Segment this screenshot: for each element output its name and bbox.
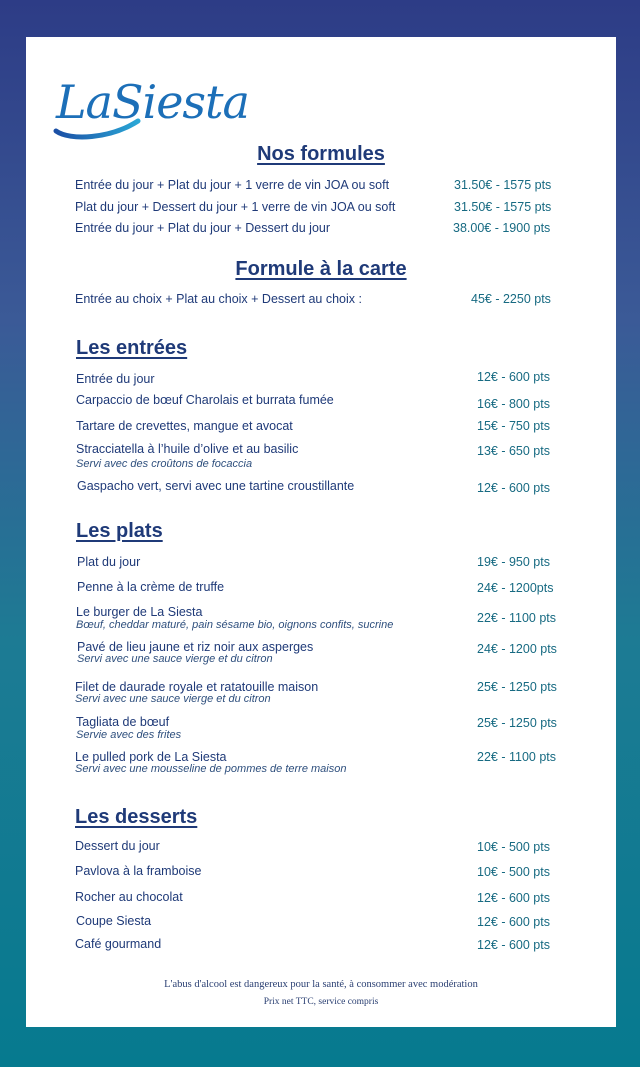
list-item: [26, 890, 616, 905]
list-item: [26, 605, 616, 631]
list-item: [26, 221, 616, 235]
item-price: 10€ - 500 pts: [477, 865, 550, 879]
list-item: [26, 555, 616, 569]
item-name: Entrée du jour + Plat du jour + 1 verre de vin JOA ou soft: [75, 178, 390, 192]
list-item: [26, 479, 616, 495]
item-name: Penne à la crème de truffe: [77, 580, 225, 594]
list-item: [26, 715, 616, 741]
list-item: [26, 864, 616, 879]
item-price: 10€ - 500 pts: [477, 840, 550, 854]
item-name: Stracciatella à l’huile d’olive et au basilic: [76, 442, 299, 456]
price-note: Prix net TTC, service compris: [263, 997, 379, 1007]
item-price: 19€ - 950 pts: [477, 555, 550, 569]
list-item: [26, 419, 616, 433]
item-name: Pavlova à la framboise: [75, 864, 202, 878]
item-name: Carpaccio de bœuf Charolais et burrata fumée: [76, 393, 334, 407]
item-name: Coupe Siesta: [76, 914, 152, 928]
item-name: Entrée au choix + Plat au choix + Dessert au choix :: [75, 292, 362, 306]
item-name: Tartare de crevettes, mangue et avocat: [76, 419, 293, 433]
la-siesta-logo: [50, 59, 249, 143]
item-price: 31.50€ - 1575 pts: [454, 200, 552, 214]
list-item: [26, 580, 616, 595]
alcohol-warning: L'abus d'alcool est dangereux pour la santé, à consommer avec modération: [164, 979, 478, 990]
item-price: 16€ - 800 pts: [477, 397, 550, 411]
item-price: 24€ - 1200pts: [477, 581, 554, 595]
item-description: Servi avec une mousseline de pommes de terre maison: [75, 763, 347, 775]
item-name: Tagliata de bœuf: [76, 715, 170, 729]
formules-title: Nos formules: [257, 143, 385, 165]
list-item: [26, 680, 616, 705]
list-item: [26, 640, 616, 665]
item-price: 25€ - 1250 pts: [477, 680, 557, 694]
item-name: Dessert du jour: [75, 839, 160, 853]
logo-text: LaSiesta: [56, 75, 249, 129]
item-price: 31.50€ - 1575 pts: [454, 178, 552, 192]
item-price: 25€ - 1250 pts: [477, 716, 557, 730]
list-item: [26, 914, 616, 929]
item-price: 12€ - 600 pts: [477, 938, 550, 952]
item-price: 24€ - 1200 pts: [477, 642, 557, 656]
item-name: Le burger de La Siesta: [76, 605, 203, 619]
item-price: 12€ - 600 pts: [477, 891, 550, 905]
desserts-title: Les desserts: [75, 806, 198, 828]
item-name: Pavé de lieu jaune et riz noir aux asperges: [77, 640, 314, 654]
list-item: [26, 178, 616, 192]
item-price: 12€ - 600 pts: [477, 915, 550, 929]
entrees-title: Les entrées: [76, 337, 188, 359]
item-price: 38.00€ - 1900 pts: [453, 221, 551, 235]
list-item: [26, 393, 616, 411]
item-name: Entrée du jour + Plat du jour + Dessert du jour: [75, 221, 331, 235]
item-description: Servi avec des croûtons de focaccia: [76, 458, 253, 470]
item-name: Entrée du jour: [76, 372, 155, 386]
item-price: 22€ - 1100 pts: [477, 750, 556, 764]
item-name: Café gourmand: [75, 937, 162, 951]
item-price: 45€ - 2250 pts: [471, 292, 551, 306]
item-name: Plat du jour: [77, 555, 141, 569]
list-item: [26, 442, 616, 470]
item-name: Le pulled pork de La Siesta: [75, 750, 227, 764]
item-price: 12€ - 600 pts: [477, 370, 550, 384]
menu-card: [26, 37, 616, 1027]
list-item: [26, 292, 616, 306]
list-item: [26, 200, 616, 214]
item-price: 12€ - 600 pts: [477, 481, 550, 495]
item-name: Filet de daurade royale et ratatouille maison: [75, 680, 319, 694]
list-item: [26, 839, 616, 854]
item-description: Servie avec des frites: [76, 729, 182, 741]
plats-title: Les plats: [76, 520, 163, 542]
item-name: Rocher au chocolat: [75, 890, 183, 904]
item-price: 13€ - 650 pts: [477, 444, 550, 458]
item-name: Gaspacho vert, servi avec une tartine croustillante: [77, 479, 355, 493]
carte-title: Formule à la carte: [235, 258, 407, 280]
item-description: Bœuf, cheddar maturé, pain sésame bio, oignons confits, sucrine: [76, 619, 394, 631]
list-item: [26, 750, 616, 775]
item-price: 22€ - 1100 pts: [477, 611, 556, 625]
item-name: Plat du jour + Dessert du jour + 1 verre de vin JOA ou soft: [75, 200, 396, 214]
item-price: 15€ - 750 pts: [477, 419, 550, 433]
list-item: [26, 370, 616, 386]
item-description: Servi avec une sauce vierge et du citron: [77, 653, 273, 665]
item-description: Servi avec une sauce vierge et du citron: [75, 693, 271, 705]
list-item: [26, 937, 616, 952]
